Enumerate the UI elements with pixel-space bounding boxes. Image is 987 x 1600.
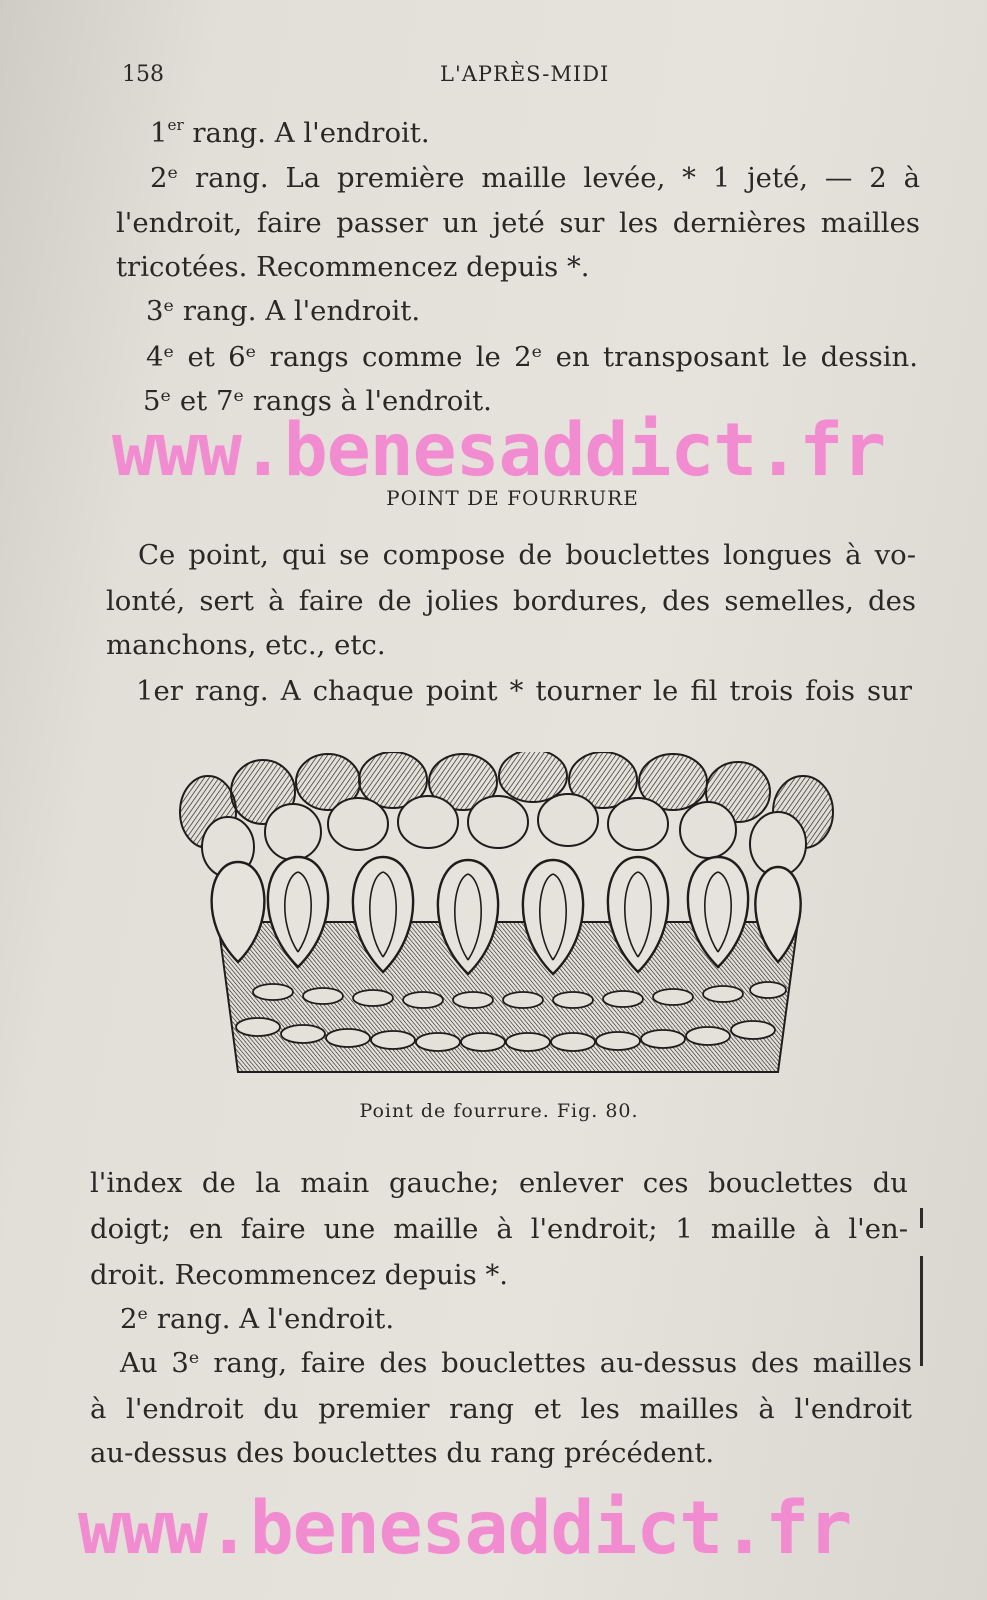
section-title: POINT DE FOURRURE (386, 486, 639, 510)
text-line: 1er rang. A chaque point * tourner le fil trois fois sur (136, 675, 912, 707)
text-line: tricotées. Recommencez depuis *. (116, 251, 590, 283)
watermark-text: www.benesaddict.fr (78, 1486, 852, 1571)
margin-mark (920, 1208, 923, 1228)
text-line: 3ᵉ rang. A l'endroit. (146, 295, 421, 327)
text-line: manchons, etc., etc. (106, 629, 386, 661)
text-line: lonté, sert à faire de jolies bordures, des semelles, des (106, 585, 916, 617)
text-line: 2ᵉ rang. La première maille levée, * 1 jeté, — 2 à (150, 162, 920, 194)
text-line: 2ᵉ rang. A l'endroit. (120, 1303, 395, 1335)
text-line: Au 3ᵉ rang, faire des bouclettes au-dessus des mailles (120, 1347, 912, 1379)
text-line: 5ᵉ et 7ᵉ rangs à l'endroit. (143, 385, 492, 417)
running-head: L'APRÈS-MIDI (440, 62, 610, 86)
text-line: au-dessus des bouclettes du rang précédent. (90, 1437, 715, 1469)
text-line: l'index de la main gauche; enlever ces bouclettes du (90, 1167, 908, 1199)
fur-stitch-illustration (178, 752, 843, 1082)
text-line: à l'endroit du premier rang et les mailles à l'endroit (90, 1393, 912, 1425)
figure-caption: Point de fourrure. Fig. 80. (359, 1100, 639, 1122)
text-line: l'endroit, faire passer un jeté sur les dernières mailles (116, 207, 920, 239)
margin-mark (920, 1256, 923, 1366)
page-header (0, 58, 987, 94)
text-line: Ce point, qui se compose de bouclettes longues à vo- (138, 539, 916, 571)
text-line: 4ᵉ et 6ᵉ rangs comme le 2ᵉ en transposant le dessin. (146, 341, 918, 373)
text-line: doigt; en faire une maille à l'endroit; 1 maille à l'en- (90, 1213, 908, 1245)
watermark-text: www.benesaddict.fr (112, 408, 886, 493)
page-number: 158 (122, 62, 164, 87)
text-line: droit. Recommencez depuis *. (90, 1259, 508, 1291)
text-line: 1er rang. A l'endroit. (150, 115, 430, 149)
